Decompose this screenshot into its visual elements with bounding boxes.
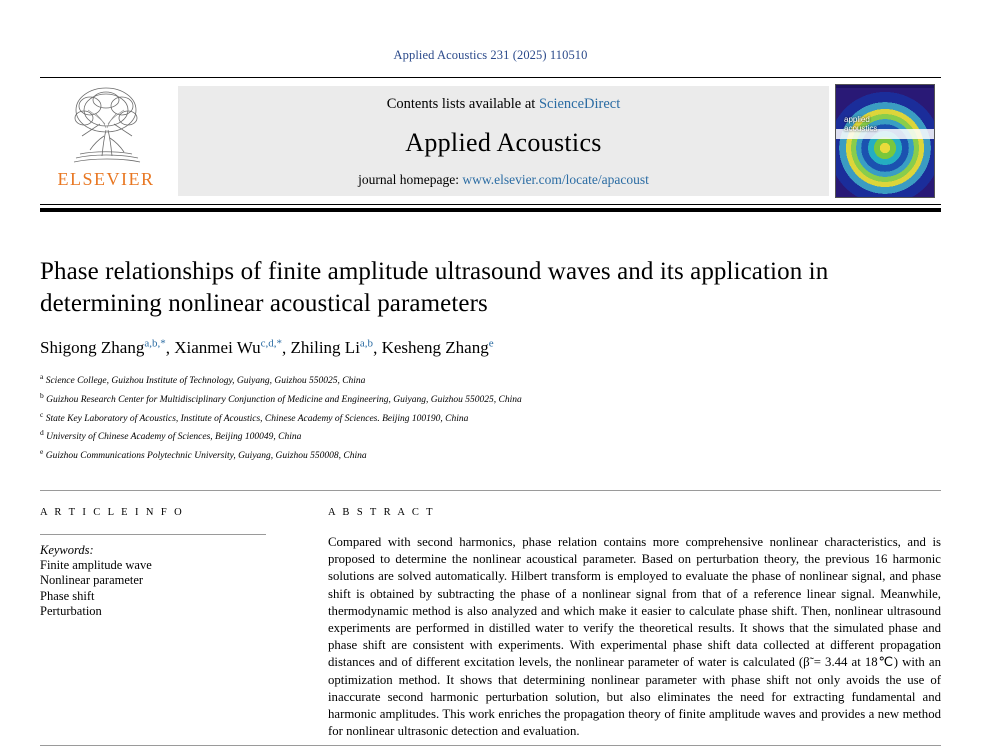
- affiliation-mark: e: [40, 447, 44, 457]
- homepage-line: [358, 172, 649, 188]
- affiliation-item: [40, 389, 941, 408]
- journal-title: Applied Acoustics: [405, 127, 602, 157]
- author-affiliation-mark: c,d,*: [260, 337, 282, 350]
- author-separator: ,: [373, 338, 382, 358]
- affiliation-mark: c: [40, 409, 44, 419]
- affiliation-item: [40, 445, 941, 464]
- keywords-divider: [40, 534, 266, 535]
- keyword-item: Perturbation: [40, 604, 102, 619]
- elsevier-wordmark: ELSEVIER: [57, 169, 155, 189]
- author-name: Kesheng Zhang: [381, 338, 489, 358]
- affiliation-text: Science College, Guizhou Institute of Technology, Guiyang, Guizhou 550025, China: [45, 376, 366, 387]
- author-list: [40, 338, 941, 359]
- abstract-column: [272, 507, 941, 740]
- abstract-part1: Compared with second harmonics, phase relation contains more comprehensive nonlinear characteristics, and is proposed to determine the nonlinear acoustical parameter. Based on perturbation theory, the previous 16 harmonic solutions are solved automatically. Hilbert transform is employed to evaluate the phase of nonlinear signal, and phase shift is obtained by subtracting the phase of a nonlinear signal from that of a reference linear signal. Meanwhile, thermodynamic method is also analyzed and which make it easier to calculate phase shift. Then, nonlinear ultrasound experiments are performed in distilled water to verify the theoretical results. It shows that the simulated phase and phase shift are consistent with experiments. With experimental phase shift data collected at different propagation distances and of different excitation levels, the nonlinear parameter of water is calculated (: [328, 534, 941, 670]
- author-entry: [382, 338, 494, 357]
- page-title: Phase relationships of finite amplitude ultrasound waves and its application in determining nonlinear acoustical parameters: [40, 257, 829, 317]
- affiliation-item: [40, 408, 941, 427]
- running-head: Applied Acoustics 231 (2025) 110510: [393, 48, 588, 62]
- affiliation-mark: a: [40, 372, 44, 382]
- affiliation-list: [40, 370, 941, 464]
- keyword-item: Phase shift: [40, 588, 95, 603]
- masthead-center: [178, 86, 829, 196]
- author-entry: [40, 338, 166, 357]
- abstract-body: [328, 534, 941, 740]
- journal-cover: [829, 78, 941, 204]
- affiliation-item: [40, 370, 941, 389]
- masthead-thick-rule: [40, 208, 941, 212]
- author-affiliation-mark: a,b,*: [144, 337, 166, 350]
- elsevier-tree-icon: [60, 84, 152, 168]
- affiliation-mark: b: [40, 390, 44, 400]
- affiliation-mark: d: [40, 428, 44, 438]
- cover-label-line1: applied: [844, 115, 870, 124]
- section-divider: [40, 490, 941, 491]
- keywords-label: Keywords:: [40, 542, 94, 557]
- affiliation-item: [40, 426, 941, 445]
- cover-label: [844, 115, 877, 133]
- author-separator: ,: [282, 338, 291, 358]
- keyword-item: Nonlinear parameter: [40, 573, 144, 588]
- abstract-heading: A B S T R A C T: [328, 506, 435, 518]
- author-name: Xianmei Wu: [174, 338, 261, 358]
- author-name: Zhiling Li: [290, 338, 360, 358]
- author-affiliation-mark: e: [488, 337, 494, 350]
- affiliation-text: Guizhou Communications Polytechnic University, Guiyang, Guizhou 550008, China: [45, 451, 367, 462]
- abstract-part2: ) with an optimization method. It shows that determining nonlinear parameter with phase shift not only avoids the use of inaccurate second harmonic perturbation solution, but also eliminates the need for extracting fundamental and harmonic amplitudes. This work enriches the propagation theory of finite amplitude waves and provides a new method for nonlinear ultrasonic detection and evaluation.: [328, 655, 941, 739]
- abstract-section: [40, 507, 941, 740]
- cover-label-line2: acoustics: [844, 124, 878, 133]
- keyword-item: Finite amplitude wave: [40, 557, 152, 572]
- homepage-prefix: journal homepage:: [358, 172, 463, 187]
- article-info-column: [40, 507, 272, 740]
- cover-artwork: [835, 88, 935, 198]
- sciencedirect-link[interactable]: ScienceDirect: [538, 96, 621, 112]
- author-affiliation-mark: a,b: [359, 337, 374, 350]
- affiliation-text: Guizhou Research Center for Multidisciplinary Conjunction of Medicine and Engineering, Guiyang, Guizhou 550025, China: [46, 395, 522, 406]
- author-separator: ,: [165, 338, 175, 358]
- contents-line: [387, 96, 621, 113]
- abstract-equation: β̃ = 3.44 at 18℃: [803, 655, 894, 670]
- contents-prefix: Contents lists available at: [386, 96, 539, 112]
- publisher-logo: [40, 78, 172, 204]
- author-name: Shigong Zhang: [40, 338, 145, 358]
- article-info-heading: A R T I C L E I N F O: [40, 506, 185, 518]
- affiliation-text: University of Chinese Academy of Sciences, Beijing 100049, China: [46, 432, 302, 443]
- affiliation-text: State Key Laboratory of Acoustics, Institute of Acoustics, Chinese Academy of Sciences. Beijing 100190, China: [45, 413, 469, 424]
- journal-homepage-link[interactable]: www.elsevier.com/locate/apacoust: [462, 172, 649, 187]
- author-entry: [291, 338, 374, 357]
- journal-masthead: [40, 77, 941, 205]
- journal-cover-image: [835, 84, 935, 198]
- article-header: [40, 256, 941, 464]
- page-bottom-rule: [40, 745, 941, 746]
- author-entry: [174, 338, 282, 357]
